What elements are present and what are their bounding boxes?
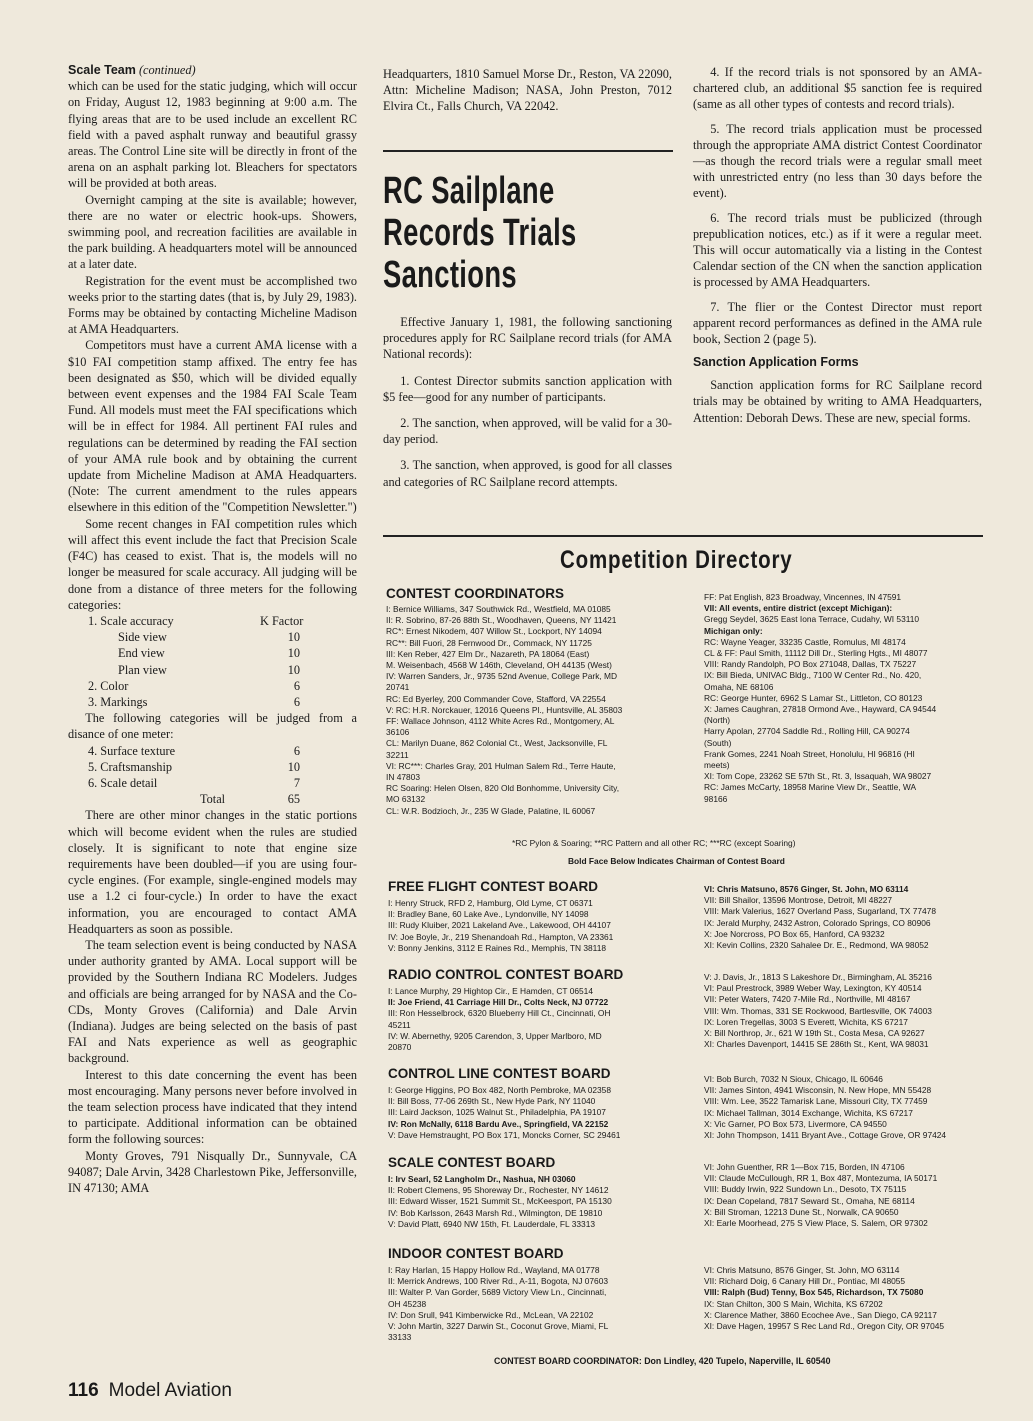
- free-flight-right-list: [704, 884, 936, 951]
- directory-entry: Gregg Seydel, 3625 East Iona Terrace, Cudahy, WI 53110: [704, 614, 920, 625]
- directory-entry: Frank Gomes, 2241 Noah Street, Honolulu, HI 96816 (HI: [704, 748, 915, 759]
- paragraph: The following categories will be judged from a disance of one meter:: [68, 711, 357, 742]
- column-sailplane-continued: [693, 64, 982, 426]
- article-title-line: Sanctions: [383, 254, 517, 296]
- paragraph: 6. The record trials must be publicized (through prepublication notices, etc.) as if it were a regular meet. This will occur automatically via a listing in the Contest Calendar section of the CN when the sanction application is processed by AMA Headquarters.: [693, 210, 982, 290]
- directory-entry: VI: Paul Prestrock, 3989 Weber Way, Lexington, KY 40514: [704, 983, 922, 994]
- directory-entry: VI: Chris Matsuno, 8576 Ginger, St. John, MO 63114: [704, 884, 909, 894]
- directory-entry: RC: Ed Byerley, 200 Commander Cove, Stafford, VA 22554: [386, 693, 606, 704]
- directory-entry: IX: Loren Tregellas, 3003 S Everett, Wichita, KS 67217: [704, 1016, 908, 1027]
- directory-entry: RC*: Ernest Nikodem, 407 Willow St., Lockport, NY 14094: [386, 626, 602, 637]
- directory-entry: X: Vic Garner, PO Box 573, Livermore, CA 94550: [704, 1118, 887, 1129]
- coordinators-left-list: [386, 604, 622, 817]
- directory-entry: 45211: [388, 1019, 411, 1030]
- directory-entry: VI: RC***: Charles Gray, 201 Hulman Salem Rd., Terre Haute,: [386, 760, 616, 771]
- directory-entry: V: J. Davis, Jr., 1813 S Lakeshore Dr., Birmingham, AL 35216: [704, 972, 932, 982]
- directory-entry: IX: Bill Bieda, UNIVAC Bldg., 7100 W Center Rd., No. 420,: [704, 670, 922, 681]
- indoor-right-list: [704, 1265, 944, 1332]
- k-factor-label: 4. Surface texture: [88, 743, 176, 758]
- directory-entry: RC Soaring: Helen Olsen, 820 Old Bonhomme, University City,: [386, 783, 620, 794]
- k-factor-value: 7: [293, 775, 300, 790]
- directory-entry: FF: Pat English, 823 Broadway, Vincennes, IN 47591: [704, 592, 902, 602]
- coordinators-footnote: *RC Pylon & Soaring; **RC Pattern and all other RC; ***RC (except Soaring): [512, 838, 796, 848]
- scale-heading: SCALE CONTEST BOARD: [388, 1155, 556, 1170]
- directory-entry: IV: Joe Boyle, Jr., 219 Shenandoah Rd., Hampton, VA 23361: [388, 931, 614, 942]
- directory-entry: (North): [704, 715, 731, 726]
- control-line-left-list: [388, 1085, 620, 1141]
- directory-entry: VII: All events, entire district (except Michigan):: [704, 603, 893, 614]
- directory-entry: IV: Don Srull, 941 Kimberwicke Rd., McLean, VA 22102: [388, 1309, 594, 1320]
- directory-entry: III: Edward Wisser, 1521 Summit St., McKeesport, PA 15130: [388, 1196, 612, 1207]
- directory-entry: X: Joe Norcross, PO Box 65, Hanford, CA 93232: [704, 928, 885, 939]
- directory-entry: 98166: [704, 793, 728, 804]
- directory-entry: XI: Charles Davenport, 14415 SE 286th St., Kent, WA 98031: [704, 1039, 929, 1050]
- directory-entry: VIII: Ralph (Bud) Tenny, Box 545, Richardson, TX 75080: [704, 1287, 924, 1298]
- k-factor-header: 1. Scale accuracy K Factor: [88, 613, 304, 628]
- directory-entry: II: Bradley Bane, 60 Lake Ave., Lyndonville, NY 14098: [388, 909, 589, 920]
- k-factor-table-one-meter: [68, 743, 357, 808]
- directory-entry: II: Robert Clemens, 95 Shoreway Dr., Rochester, NY 14612: [388, 1185, 609, 1196]
- directory-entry: I: Henry Struck, RFD 2, Hamburg, Old Lyme, CT 06371: [388, 898, 593, 908]
- directory-entry: VIII: Mark Valerius, 1627 Overland Pass, Sugarland, TX 77478: [704, 906, 936, 917]
- section-heading-continued: (continued): [138, 63, 196, 77]
- directory-entry: RC: Wayne Yeager, 33235 Castle, Romulus, MI 48174: [704, 636, 906, 647]
- k-factor-group-one-meter: [88, 743, 357, 792]
- directory-entry: VII: Claude McCullough, RR 1, Box 487, Montezuma, IA 50171: [704, 1173, 938, 1184]
- directory-entry: XI: Tom Cope, 23262 SE 57th St., Rt. 3, Issaquah, WA 98027: [704, 771, 932, 782]
- k-factor-row: [88, 678, 357, 694]
- directory-entry: V: Dave Hemstraught, PO Box 171, Moncks Corner, SC 29461: [388, 1129, 621, 1140]
- scale-left-list: [388, 1174, 612, 1230]
- directory-entry: VII: Richard Doig, 6 Canary Hill Dr., Pontiac, MI 48055: [704, 1276, 906, 1287]
- directory-entry: I: George Higgins, PO Box 482, North Pembroke, MA 02358: [388, 1085, 611, 1095]
- directory-entry: IX: Dean Copeland, 7817 Seward St., Omaha, NE 68114: [704, 1195, 915, 1206]
- radio-control-heading: RADIO CONTROL CONTEST BOARD: [388, 967, 624, 982]
- paragraph: Interest to this date concerning the event has been most encouraging. Many persons never before involved in the team selection process have indicated that they intend to participate. Additional information can be obtained form the following sources:: [68, 1067, 357, 1147]
- directory-entry: (South): [704, 737, 732, 748]
- k-factor-value: 6: [293, 694, 300, 709]
- directory-entry: IV: Bob Karlsson, 2643 Marsh Rd., Wilmington, DE 19810: [388, 1207, 603, 1218]
- directory-entry: III: Rudy Kluiber, 2021 Lakeland Ave., Lakewood, OH 44107: [388, 920, 611, 931]
- paragraph: Some recent changes in FAI competition rules which will affect this event include the fact that Precision Scale (F4C) has ceased to exist. That is, the models will no longer be measured for scale accuracy. All judging will be done from a distance of three meters for the following categories:: [68, 516, 357, 612]
- column-sailplane: [383, 66, 672, 115]
- paragraph: Headquarters, 1810 Samuel Morse Dr., Reston, VA 22090, Attn: Micheline Madison; NASA, John Preston, 7012 Elvira Ct., Falls Church, VA 22042.: [383, 67, 672, 114]
- directory-entry: Harry Apolan, 27704 Saddle Rd., Rolling Hill, CA 90274: [704, 726, 910, 737]
- directory-entry: I: Lance Murphy, 29 Hightop Cir., E Hamden, CT 06514: [388, 986, 593, 996]
- directory-entry: V: RC: H.R. Norckauer, 12016 Queens Pl., Huntsville, AL 35803: [386, 704, 623, 715]
- directory-entry: X: Bill Stroman, 12213 Dune St., Norwalk, CA 90650: [704, 1206, 899, 1217]
- k-factor-row: [88, 662, 357, 678]
- directory-entry: III: Ron Hesselbrock, 6320 Blueberry Hill Ct., Cincinnati, OH: [388, 1008, 611, 1019]
- directory-entry: III: Ken Reber, 427 Elm Dr., Nazareth, PA 18064 (East): [386, 648, 590, 659]
- free-flight-left-list: [388, 898, 613, 954]
- k-factor-label: Side view: [118, 630, 167, 645]
- directory-entry: VII: James Sinton, 4941 Wisconsin, N. New Hope, MN 55428: [704, 1085, 932, 1096]
- directory-entry: 32211: [386, 749, 409, 760]
- k-factor-label: End view: [118, 646, 165, 661]
- directory-title: Competition Directory: [560, 546, 793, 574]
- directory-entry: 20741: [386, 682, 410, 693]
- directory-entry: VIII: Wm. Thomas, 331 SE Rockwood, Bartlesville, OK 74003: [704, 1005, 932, 1016]
- k-factor-label: 2. Color: [88, 678, 129, 693]
- directory-entry: Omaha, NE 68106: [704, 681, 774, 692]
- directory-entry: III: Walter P. Van Gorder, 5689 Victory View Ln., Cincinnati,: [388, 1287, 607, 1298]
- directory-entry: XI: Earle Moorhead, 275 S View Place, S. Salem, OR 97302: [704, 1218, 928, 1229]
- directory-entry: V: Bonny Jenkins, 3112 E Raines Rd., Memphis, TN 38118: [388, 942, 607, 953]
- page-number: 116: [68, 1380, 99, 1401]
- directory-entry: Michigan only:: [704, 625, 763, 636]
- control-line-right-list: [704, 1074, 946, 1141]
- k-factor-value: 10: [287, 630, 300, 645]
- directory-entry: 33133: [388, 1332, 412, 1343]
- directory-entry: III: Laird Jackson, 1025 Walnut St., Philadelphia, PA 19107: [388, 1107, 606, 1118]
- directory-entry: VIII: Buddy Irwin, 922 Sundown Ln., Desoto, TX 75115: [704, 1184, 907, 1195]
- directory-entry: IV: Warren Sanders, Jr., 9735 52nd Avenue, College Park, MD: [386, 671, 618, 682]
- chairman-note: Bold Face Below Indicates Chairman of Contest Board: [568, 856, 785, 866]
- k-factor-total-row: Total 65: [200, 792, 300, 807]
- directory-entry: IN 47803: [386, 772, 420, 783]
- k-factor-label: 3. Markings: [88, 694, 148, 709]
- magazine-name: Model Aviation: [108, 1380, 232, 1401]
- k-factor-value: 10: [287, 662, 300, 677]
- paragraph: 4. If the record trials is not sponsored by an AMA-chartered club, an additional $5 sanction fee is required (same as all other types of contests and record trials).: [693, 65, 982, 112]
- directory-entry: VIII: Wm. Lee, 3522 Tamarisk Lane, Missouri City, TX 77459: [704, 1096, 928, 1107]
- k-factor-row: [88, 694, 357, 710]
- paragraph: Sanction application forms for RC Sailplane record trials may be obtained by writing to AMA Headquarters, Attention: Deborah Dews. These are new, special forms.: [693, 378, 982, 425]
- directory-entry: 36106: [386, 727, 410, 738]
- directory-entry: M. Weisenbach, 4568 W 146th, Cleveland, OH 44135 (West): [386, 660, 612, 671]
- article-title-line: Records Trials: [383, 212, 577, 254]
- subheading: Sanction Application Forms: [693, 355, 859, 370]
- radio-control-right-list: [704, 972, 932, 1050]
- article-title-line: RC Sailplane: [383, 170, 555, 212]
- directory-entry: IX: Michael Tallman, 3014 Exchange, Wichita, KS 67217: [704, 1107, 913, 1118]
- paragraph: Registration for the event must be accomplished two weeks prior to the starting dates (that is, by July 29, 1983). Forms may be obtained by contacting Micheline Madison at AMA Headquarters.: [68, 273, 357, 337]
- directory-entry: I: Ray Harlan, 15 Happy Hollow Rd., Wayland, MA 01778: [388, 1265, 600, 1275]
- board-coordinator: CONTEST BOARD COORDINATOR: Don Lindley, 420 Tupelo, Naperville, IL 60540: [494, 1356, 831, 1366]
- directory-entry: XI: Kevin Collins, 2320 Sahalee Dr. E., Redmond, WA 98052: [704, 940, 929, 951]
- directory-entry: IX: Jerald Murphy, 2432 Astron, Colorado Springs, CO 80906: [704, 917, 931, 928]
- directory-entry: VI: Bob Burch, 7032 N Sioux, Chicago, IL 60646: [704, 1074, 883, 1084]
- free-flight-heading: FREE FLIGHT CONTEST BOARD: [388, 879, 598, 894]
- k-factor-table: [68, 613, 357, 710]
- directory-entry: VIII: Randy Randolph, PO Box 271048, Dallas, TX 75227: [704, 659, 917, 670]
- directory-entry: I: Bernice Williams, 347 Southwick Rd., Westfield, MA 01085: [386, 604, 611, 614]
- directory-entry: II: Joe Friend, 41 Carriage Hill Dr., Colts Neck, NJ 07722: [388, 997, 609, 1008]
- directory-entry: VII: Peter Waters, 7420 7-Mile Rd., Northville, MI 48167: [704, 994, 911, 1005]
- paragraph: 5. The record trials application must be processed through the appropriate AMA district Contest Coordinator—as though the record trials were a regular small meet with unrestricted entry (no less than 30 days before the event).: [693, 121, 982, 201]
- k-factor-value: 10: [287, 759, 300, 774]
- paragraph: Overnight camping at the site is available; however, there are no water or electric hook-ups. Showers, swimming pool, and recreation facilities are available in the park building. A headquarters motel will be announced at a later date.: [68, 192, 357, 272]
- directory-entry: XI: Dave Hagen, 19957 S Rec Land Rd., Oregon City, OR 97045: [704, 1321, 945, 1332]
- k-factor-value: 10: [287, 646, 300, 661]
- directory-entry: XI: John Thompson, 1411 Bryant Ave., Cottage Grove, OR 97424: [704, 1130, 947, 1141]
- directory-entry: VI: Chris Matsuno, 8576 Ginger, St. John, MO 63114: [704, 1265, 900, 1275]
- coordinators-heading: CONTEST COORDINATORS: [386, 586, 565, 601]
- divider: [383, 150, 673, 152]
- paragraph: The team selection event is being conducted by NASA under authority granted by AMA. Local support will be provided by the Southern Indiana RC Modelers. Judges and officials are being arranged for by NASA and the Co-CDs, Monty Groves (California) and Dale Arvin (Indiana). Judges are being selected on the basis of past FAI and Nats experience as well as geographic background.: [68, 937, 357, 1066]
- k-factor-label: Plan view: [118, 662, 167, 677]
- directory-entry: VII: Bill Shailor, 13596 Montrose, Detroit, MI 48227: [704, 895, 893, 906]
- section-heading-line: [68, 62, 357, 78]
- directory-entry: IV: W. Abernethy, 9205 Carendon, 3, Upper Marlboro, MD: [388, 1030, 602, 1041]
- indoor-heading: INDOOR CONTEST BOARD: [388, 1246, 564, 1261]
- directory-entry: CL & FF: Paul Smith, 11112 Dill Dr., Sterling Hgts., MI 48077: [704, 648, 928, 659]
- directory-entry: VI: John Guenther, RR 1—Box 715, Borden, IN 47106: [704, 1162, 905, 1172]
- section-heading: Scale Team: [68, 63, 136, 77]
- paragraph: Competitors must have a current AMA license with a $10 FAI competition stamp affixed. The entry fee has been designated as $50, which will be divided equally between event expenses and the 1984 FAI Scale Team Fund. All models must meet the FAI specifications which will be in effect for 1984. All pertinent FAI rules and regulations can be determined by reading the FAI section of your AMA rule book and by obtaining the current update from Micheline Madison at AMA Headquarters. (Note: The current amendment to the rules appears elsewhere in this edition of the "Competition Newsletter."): [68, 338, 357, 515]
- directory-entry: II: Bill Boss, 77-06 269th St., New Hyde Park, NY 11040: [388, 1096, 596, 1107]
- directory-entry: II: Merrick Andrews, 100 River Rd., A-11, Bogota, NJ 07603: [388, 1276, 609, 1287]
- paragraph: There are other minor changes in the static portions which will become evident when the rules are studied closely. It is significant to note that engine size requirements have been doubled—if you are using four-cycle engines. (For example, single-engined models may use a 1.2 ci four-cycle.) In order to have the exact information, you are encouraged to contact AMA Headquarters as soon as possible.: [68, 808, 357, 936]
- paragraph: Monty Groves, 791 Nisqually Dr., Sunnyvale, CA 94087; Dale Arvin, 3428 Charlestown Pike, Jeffersonville, IN 47130; AMA: [68, 1148, 357, 1196]
- scale-right-list: [704, 1162, 937, 1229]
- directory-entry: X: James Caughran, 27818 Ormond Ave., Hayward, CA 94544: [704, 704, 937, 715]
- radio-control-left-list: [388, 986, 611, 1053]
- k-factor-value: 6: [293, 678, 300, 693]
- directory-entry: CL: W.R. Bodzioch, Jr., 235 W Glade, Palatine, IL 60067: [386, 805, 596, 816]
- paragraph: Effective January 1, 1981, the following sanctioning procedures apply for RC Sailplane record trials (for AMA National records):: [383, 315, 672, 362]
- article-title-block: [383, 170, 673, 296]
- k-factor-label: 6. Scale detail: [88, 775, 158, 790]
- k-factor-row: [88, 743, 357, 759]
- directory-entry: FF: Wallace Johnson, 4112 White Acres Rd., Montgomery, AL: [386, 716, 615, 727]
- directory-entry: IV: Ron McNally, 6118 Bardu Ave., Springfield, VA 22152: [388, 1118, 609, 1129]
- paragraph: 3. The sanction, when approved, is good for all classes and categories of RC Sailplane record attempts.: [383, 458, 672, 489]
- directory-entry: RC: James McCarty, 18958 Marine View Dr., Seattle, WA: [704, 782, 917, 793]
- paragraph: which can be used for the static judging, which will occur on Friday, August 12, 1983 beginning at 9:00 a.m. The flying areas that are to be used include an excellent RC field with a paved asphalt runway and beautiful grassy areas. The Control Line site will be directly in front of the arena on an asphalt parking lot. Bleachers for spectators will be provided at both areas.: [68, 79, 357, 191]
- directory-entry: CL: Marilyn Duane, 862 Colonial Ct., West, Jacksonville, FL: [386, 738, 608, 749]
- paragraph: 7. The flier or the Contest Director must report apparent record performances as defined in the AMA rule book, Section 2 (page 5).: [693, 299, 982, 347]
- directory-entry: 20870: [388, 1042, 412, 1053]
- k-factor-row: [88, 759, 357, 775]
- coordinators-right-list: [704, 592, 936, 805]
- directory-entry: IX: Stan Chilton, 300 S Main, Wichita, KS 67202: [704, 1298, 883, 1309]
- directory-entry: V: David Platt, 6940 NW 15th, Ft. Lauderdale, FL 33313: [388, 1218, 596, 1229]
- column-scale-team: [68, 62, 357, 1196]
- divider: [383, 535, 983, 537]
- directory-entry: X: Clarence Mather, 3860 Ecochee Ave., San Diego, CA 92117: [704, 1309, 937, 1320]
- paragraph: 1. Contest Director submits sanction application with $5 fee—good for any number of participants.: [383, 373, 672, 404]
- directory-entry: RC: George Hunter, 6962 S Lamar St., Littleton, CO 80123: [704, 692, 923, 703]
- k-factor-group-three-meters: [88, 629, 357, 710]
- indoor-left-list: [388, 1265, 608, 1343]
- directory-entry: V: John Martin, 3227 Darwin St., Coconut Grove, Miami, FL: [388, 1321, 609, 1332]
- column-sailplane-body: [383, 314, 672, 490]
- directory-entry: I: Irv Searl, 52 Langholm Dr., Nashua, NH 03060: [388, 1174, 576, 1184]
- directory-entry: X: Bill Northrop, Jr., 621 W 19th St., Costa Mesa, CA 92627: [704, 1028, 925, 1039]
- k-factor-label: 5. Craftsmanship: [88, 759, 173, 774]
- directory-entry: meets): [704, 760, 730, 771]
- paragraph: 2. The sanction, when approved, will be valid for a 30-day period.: [383, 416, 672, 447]
- k-factor-value: 6: [293, 743, 300, 758]
- directory-entry: II: R. Sobrino, 87-26 88th St., Woodhaven, Queens, NY 11421: [386, 615, 617, 626]
- k-factor-row: [88, 775, 357, 791]
- directory-entry: OH 45238: [388, 1298, 427, 1309]
- directory-entry: RC**: Bill Fuori, 28 Fernwood Dr., Commack, NY 11725: [386, 637, 592, 648]
- page-footer: [68, 1380, 232, 1402]
- k-factor-row: [88, 645, 357, 661]
- directory-entry: MO 63132: [386, 794, 426, 805]
- control-line-heading: CONTROL LINE CONTEST BOARD: [388, 1066, 611, 1081]
- k-factor-row: [88, 629, 357, 645]
